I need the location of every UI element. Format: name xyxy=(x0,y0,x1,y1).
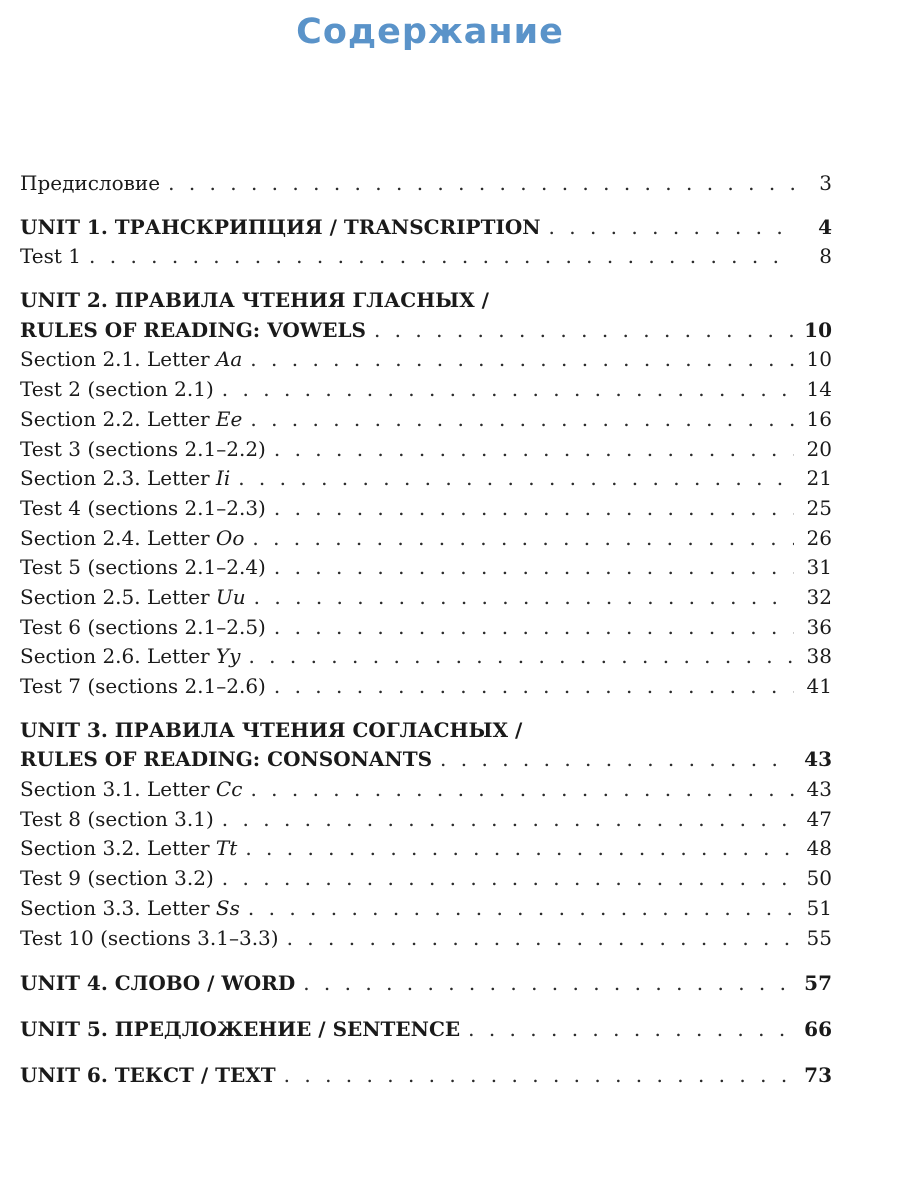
toc-entry-unit-2[interactable] xyxy=(20,316,832,346)
toc-entry-section-2-2[interactable] xyxy=(20,405,832,435)
toc-entry-section-2-5[interactable] xyxy=(20,583,832,613)
dot-leader xyxy=(245,834,794,864)
letter-italic: Cc xyxy=(215,777,243,802)
toc-entry-section-2-3[interactable] xyxy=(20,464,832,494)
toc-page-number: 3 xyxy=(819,171,832,195)
toc-page-number: 25 xyxy=(806,495,832,520)
letter-italic: Oo xyxy=(215,525,245,550)
toc-entry-label: UNIT 4. СЛОВО / WORD xyxy=(20,971,296,996)
toc-entry-label: UNIT 3. ПРАВИЛА ЧТЕНИЯ СОГЛАСНЫХ / xyxy=(20,717,523,742)
toc-entry-label: UNIT 1. ТРАНСКРИПЦИЯ / TRANSCRIPTION xyxy=(20,214,541,239)
toc-entry-label: RULES OF READING: VOWELS xyxy=(20,317,366,342)
dot-leader xyxy=(274,435,794,465)
toc-entry-label: Test 3 (sections 2.1–2.2) xyxy=(20,436,266,461)
dot-leader xyxy=(222,864,794,894)
toc-entry-label: Test 5 (sections 2.1–2.4) xyxy=(20,555,266,580)
letter-italic: Ee xyxy=(215,406,243,431)
toc-page-number: 51 xyxy=(806,895,832,920)
dot-leader xyxy=(89,242,794,272)
toc-entry-label: Test 4 (sections 2.1–2.3) xyxy=(20,495,266,520)
letter-italic: Ii xyxy=(215,466,231,491)
toc-entry-label: Test 9 (section 3.2) xyxy=(20,866,214,891)
dot-leader xyxy=(168,169,794,199)
toc-page-number: 48 xyxy=(806,836,832,861)
toc-entry-label: UNIT 2. ПРАВИЛА ЧТЕНИЯ ГЛАСНЫХ / xyxy=(20,288,489,313)
toc-entry-test-9[interactable] xyxy=(20,864,832,894)
toc-page-number: 36 xyxy=(806,614,832,639)
toc-entry-test-2[interactable] xyxy=(20,375,832,405)
dot-leader xyxy=(222,375,794,405)
toc-entry-unit-1[interactable] xyxy=(20,213,832,243)
toc-entry-test-8[interactable] xyxy=(20,805,832,835)
toc-page-number: 47 xyxy=(806,806,832,831)
dot-leader xyxy=(248,894,794,924)
page-title: Содержание xyxy=(296,12,564,52)
toc-page-number: 10 xyxy=(806,347,832,372)
toc-entry-section-3-1[interactable] xyxy=(20,775,832,805)
toc-page-number: 43 xyxy=(804,747,832,772)
dot-leader xyxy=(238,464,794,494)
dot-leader xyxy=(303,969,794,999)
toc-entry-label: Test 7 (sections 2.1–2.6) xyxy=(20,674,266,698)
toc-entry-label: Section 3.1. Letter Cc xyxy=(20,777,243,802)
toc-page-number: 14 xyxy=(806,377,832,402)
toc-entry-label: Предисловие xyxy=(20,171,161,195)
dot-leader xyxy=(549,213,794,243)
toc-entry-label: RULES OF READING: CONSONANTS xyxy=(20,747,433,772)
toc-entry-unit-3-line1[interactable] xyxy=(20,716,832,746)
toc-page-number: 32 xyxy=(806,584,832,609)
dot-leader xyxy=(274,613,794,643)
toc-entry-label: Section 2.4. Letter Oo xyxy=(20,525,245,550)
toc-entry-label: Section 3.2. Letter Tt xyxy=(20,836,238,861)
toc-page-number: 57 xyxy=(804,971,832,996)
dot-leader xyxy=(254,583,794,613)
toc-entry-test-4[interactable] xyxy=(20,494,832,524)
toc-page-number: 4 xyxy=(818,214,832,239)
toc-page-number: 66 xyxy=(804,1016,832,1041)
dot-leader xyxy=(374,316,794,346)
toc-page-number: 26 xyxy=(806,525,832,550)
dot-leader xyxy=(440,745,794,775)
toc-entry-preface[interactable] xyxy=(20,169,832,199)
toc-entry-test-1[interactable] xyxy=(20,242,832,272)
toc-entry-unit-6[interactable] xyxy=(20,1061,832,1091)
dot-leader xyxy=(287,924,794,954)
toc-page-number: 50 xyxy=(806,866,832,891)
dot-leader xyxy=(222,805,794,835)
letter-italic: Uu xyxy=(215,584,246,609)
toc-entry-unit-2-line1[interactable] xyxy=(20,286,832,316)
dot-leader xyxy=(274,494,794,524)
toc-entry-label: Section 2.2. Letter Ee xyxy=(20,406,243,431)
toc-entry-section-3-2[interactable] xyxy=(20,834,832,864)
toc-page-number: 16 xyxy=(806,406,832,431)
toc-entry-label: Test 2 (section 2.1) xyxy=(20,377,214,402)
toc-entry-test-6[interactable] xyxy=(20,613,832,643)
toc-entry-label: Section 2.5. Letter Uu xyxy=(20,584,246,609)
toc-page-number: 31 xyxy=(806,555,832,580)
dot-leader xyxy=(248,642,794,672)
toc-entry-label: Test 10 (sections 3.1–3.3) xyxy=(20,925,279,950)
toc-entry-unit-5[interactable] xyxy=(20,1015,832,1045)
toc-entry-label: Test 8 (section 3.1) xyxy=(20,806,214,831)
dot-leader xyxy=(252,524,794,554)
dot-leader xyxy=(274,672,794,702)
toc-page-number: 8 xyxy=(819,244,832,269)
dot-leader xyxy=(250,345,794,375)
toc-entry-section-3-3[interactable] xyxy=(20,894,832,924)
toc-page-number: 73 xyxy=(804,1062,832,1087)
letter-italic: Aa xyxy=(215,347,243,372)
dot-leader xyxy=(250,775,794,805)
toc-entry-label: Test 6 (sections 2.1–2.5) xyxy=(20,614,266,639)
toc-entry-test-10[interactable] xyxy=(20,924,832,954)
toc-entry-label: Section 2.6. Letter Yy xyxy=(20,644,241,669)
toc-page-number: 55 xyxy=(806,925,832,950)
toc-entry-test-3[interactable] xyxy=(20,435,832,465)
dot-leader xyxy=(274,553,794,583)
toc-entry-label: Section 2.3. Letter Ii xyxy=(20,466,231,491)
toc-entry-test-5[interactable] xyxy=(20,553,832,583)
toc-page-number: 38 xyxy=(806,644,832,669)
toc-entry-label: Test 1 xyxy=(20,244,82,269)
toc-page-number: 10 xyxy=(804,317,832,342)
toc-entry-section-2-4[interactable] xyxy=(20,524,832,554)
toc-entry-section-2-6[interactable] xyxy=(20,642,832,672)
dot-leader xyxy=(284,1061,794,1091)
letter-italic: Tt xyxy=(215,836,238,861)
toc-page-number: 20 xyxy=(806,436,832,461)
toc-entry-label: Section 2.1. Letter Aa xyxy=(20,347,243,372)
toc-entry-label: UNIT 6. ТЕКСТ / TEXT xyxy=(20,1062,276,1087)
dot-leader xyxy=(250,405,794,435)
letter-italic: Yy xyxy=(215,644,241,669)
toc-entry-unit-4[interactable] xyxy=(20,969,832,999)
toc-page-number: 21 xyxy=(806,466,832,491)
toc-entry-label: UNIT 5. ПРЕДЛОЖЕНИЕ / SENTENCE xyxy=(20,1016,461,1041)
dot-leader xyxy=(468,1015,794,1045)
toc-entry-unit-3[interactable] xyxy=(20,745,832,775)
toc-entry-test-7[interactable] xyxy=(20,672,832,702)
toc-page-number: 43 xyxy=(806,777,832,802)
table-of-contents xyxy=(20,169,832,1090)
toc-entry-section-2-1[interactable] xyxy=(20,345,832,375)
toc-page-number: 41 xyxy=(806,674,832,698)
toc-entry-label: Section 3.3. Letter Ss xyxy=(20,895,240,920)
letter-italic: Ss xyxy=(215,895,240,920)
